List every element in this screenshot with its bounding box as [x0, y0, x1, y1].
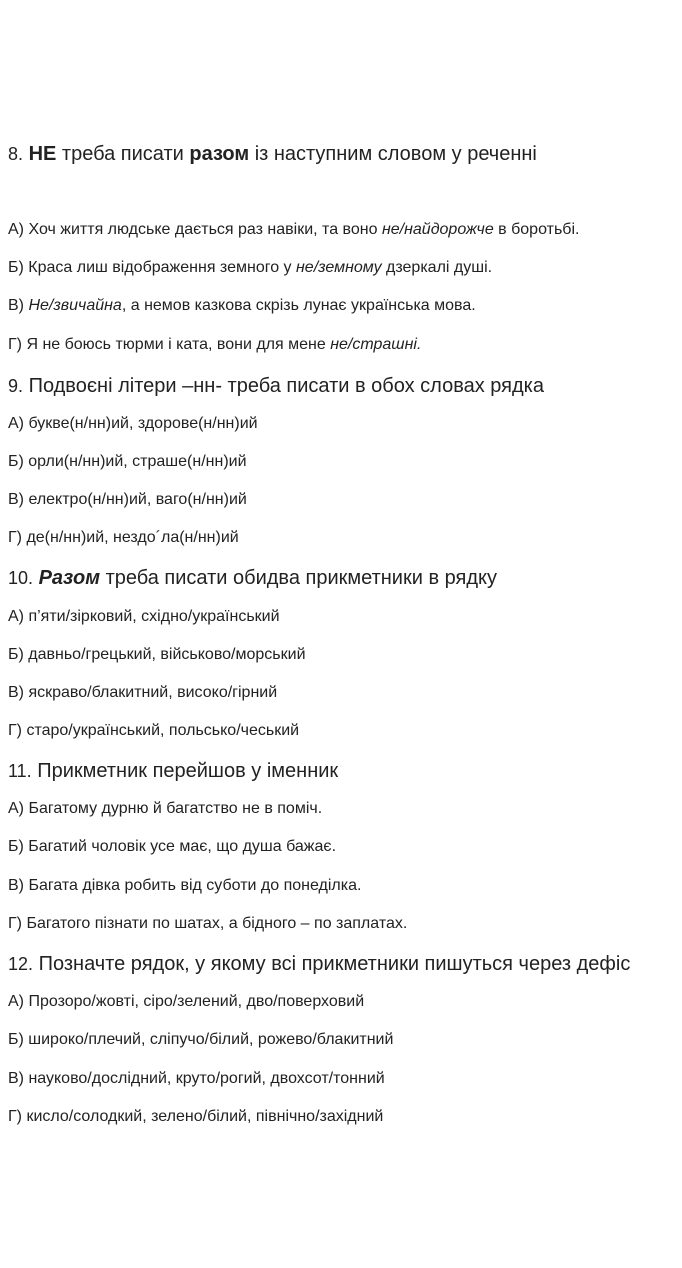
- question-12-option-c: В) науково/дослідний, круто/рогий, двохсот/тонний: [8, 1070, 385, 1087]
- question-11-title: [8, 759, 338, 783]
- question-number: 12.: [8, 954, 34, 974]
- question-9-option-d: Г) де(н/нн)ий, нездо´ла(н/нн)ий: [8, 529, 239, 546]
- question-11-prompt: Прикметник перейшов у іменник: [37, 760, 339, 782]
- question-10-option-b: Б) давньо/грецький, військово/морський: [8, 646, 306, 663]
- question-11-option-b: Б) Багатий чоловік усе має, що душа бажає.: [8, 838, 337, 855]
- question-9-option-b: Б) орли(н/нн)ий, страше(н/нн)ий: [8, 453, 247, 470]
- question-10-option-c: В) яскраво/блакитний, високо/гірний: [8, 684, 278, 701]
- question-12-prompt: Позначте рядок, у якому всі прикметники пишуться через дефіс: [38, 953, 631, 975]
- question-number: 10.: [8, 568, 34, 588]
- question-9-title: [8, 374, 544, 398]
- question-11-option-c: В) Багата дівка робить від суботи до понеділка.: [8, 877, 362, 894]
- question-9-prompt: Подвоєні літери –нн- треба писати в обох словах рядка: [28, 375, 544, 397]
- question-10-option-d: Г) старо/український, польсько/чеський: [8, 722, 300, 739]
- question-8-option-a: А) Хоч життя людське дається раз навіки, та воно не/найдорожче в боротьбі.: [8, 221, 580, 238]
- question-9-option-c: В) електро(н/нн)ий, ваго(н/нн)ий: [8, 491, 247, 508]
- question-number: 8.: [8, 144, 24, 164]
- question-10-option-a: А) п’яти/зірковий, східно/український: [8, 608, 280, 625]
- question-8-option-b: Б) Краса лиш відображення земного у не/земному дзеркалі душі.: [8, 259, 493, 276]
- question-8-prompt: НЕ треба писати разом із наступним словом у реченні: [28, 143, 537, 165]
- question-10-prompt: Разом треба писати обидва прикметники в рядку: [38, 567, 497, 589]
- question-number: 9.: [8, 376, 24, 396]
- question-12-option-b: Б) широко/плечий, сліпучо/білий, рожево/блакитний: [8, 1031, 394, 1048]
- question-11-option-a: А) Багатому дурню й багатство не в поміч.: [8, 800, 323, 817]
- question-11-option-d: Г) Багатого пізнати по шатах, а бідного – по заплатах.: [8, 915, 408, 932]
- question-8-option-d: Г) Я не боюсь тюрми і ката, вони для мене не/страшні.: [8, 336, 422, 353]
- question-10-title: [8, 566, 497, 590]
- question-8-option-c: В) Не/звичайна, а немов казкова скрізь лунає українська мова.: [8, 297, 476, 314]
- question-12-option-d: Г) кисло/солодкий, зелено/білий, північно/західний: [8, 1108, 384, 1125]
- question-12-title: [8, 952, 630, 976]
- question-8-title: [8, 142, 537, 166]
- question-12-option-a: А) Прозоро/жовті, сіро/зелений, дво/поверховий: [8, 993, 365, 1010]
- question-number: 11.: [8, 761, 32, 781]
- question-9-option-a: А) букве(н/нн)ий, здорове(н/нн)ий: [8, 415, 258, 432]
